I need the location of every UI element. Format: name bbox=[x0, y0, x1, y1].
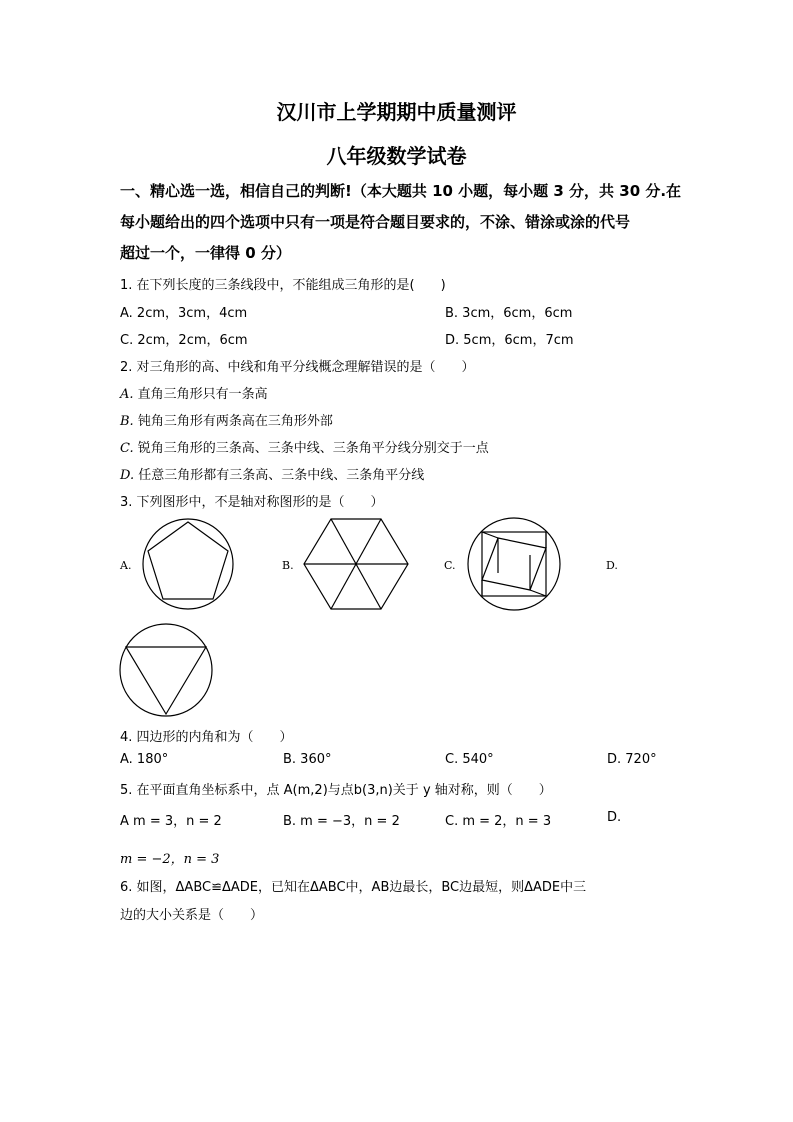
question-5-stem: 5. 在平面直角坐标系中，点 A(m,2)与点b(3,n)关于 y 轴对称，则（ ） bbox=[120, 783, 552, 798]
option-letter: A. bbox=[120, 387, 134, 402]
question-2-option-a bbox=[120, 383, 268, 402]
question-4-option-b: B. 360° bbox=[283, 752, 332, 767]
pinwheel-line bbox=[482, 532, 498, 538]
question-1-option-d: D. 5cm，6cm，7cm bbox=[445, 333, 574, 348]
section-heading-line1: 一、精心选一选，相信自己的判断!（本大题共 10 小题，每小题 3 分，共 30 分.在 bbox=[120, 182, 682, 200]
option-text: 钝角三角形有两条高在三角形外部 bbox=[137, 414, 333, 429]
option-text: 锐角三角形的三条高、三条中线、三条角平分线分别交于一点 bbox=[137, 441, 489, 456]
question-3-stem: 3. 下列图形中，不是轴对称图形的是（ ） bbox=[120, 495, 384, 510]
question-5-option-c: C. m = 2，n = 3 bbox=[445, 814, 552, 829]
question-2-option-c bbox=[120, 437, 489, 456]
question-2-stem: 2. 对三角形的高、中线和角平分线概念理解错误的是（ ） bbox=[120, 360, 475, 375]
question-6-stem-line2: 边的大小关系是（ ） bbox=[120, 908, 264, 923]
pinwheel-line bbox=[530, 590, 546, 596]
option-letter: B. bbox=[120, 414, 134, 429]
question-2-option-b bbox=[120, 410, 333, 429]
question-4-option-d: D. 720° bbox=[607, 752, 657, 767]
section-heading-line2: 每小题给出的四个选项中只有一项是符合题目要求的，不涂、错涂或涂的代号 bbox=[120, 213, 631, 231]
option-letter: C. bbox=[120, 441, 134, 456]
question-1-stem: 1. 在下列长度的三条线段中，不能组成三角形的是( ) bbox=[120, 278, 446, 293]
question-4-option-c: C. 540° bbox=[445, 752, 494, 767]
option-text: 任意三角形都有三条高、三条中线、三条角平分线 bbox=[138, 468, 425, 483]
figure-a-pentagon-in-circle bbox=[140, 518, 236, 610]
figure-d-triangle-in-circle bbox=[118, 623, 214, 717]
question-6-stem-line1: 6. 如图，ΔABC≌ΔADE，已知在ΔABC中，AB边最长，BC边最短，则ΔADE中三 bbox=[120, 880, 587, 895]
question-5-option-a: A m = 3，n = 2 bbox=[120, 814, 222, 829]
figure-a-label: A. bbox=[120, 559, 132, 572]
option-letter: D. bbox=[120, 468, 135, 483]
section-heading-line3: 超过一个，一律得 0 分） bbox=[120, 244, 291, 262]
question-4-option-a: A. 180° bbox=[120, 752, 169, 767]
triangle-shape bbox=[126, 647, 206, 714]
figure-d-label: D. bbox=[606, 559, 618, 572]
inner-square bbox=[482, 538, 546, 590]
question-1-option-a: A. 2cm，3cm，4cm bbox=[120, 306, 248, 321]
figure-b-label: B. bbox=[282, 559, 294, 572]
question-5-option-d-text: m = −2，n = 3 bbox=[120, 852, 220, 867]
question-1-option-c: C. 2cm，2cm，6cm bbox=[120, 333, 248, 348]
question-5-option-b: B. m = −3，n = 2 bbox=[283, 814, 400, 829]
question-5-option-d: D. bbox=[607, 810, 622, 825]
pentagon-shape bbox=[148, 522, 228, 599]
question-2-option-d bbox=[120, 464, 424, 483]
figure-c-pinwheel-in-circle bbox=[466, 517, 562, 611]
option-text: 直角三角形只有一条高 bbox=[137, 387, 268, 402]
question-4-stem: 4. 四边形的内角和为（ ） bbox=[120, 730, 293, 745]
figure-b-hexagon bbox=[302, 517, 410, 611]
exam-title: 汉川市上学期期中质量测评 bbox=[276, 100, 517, 124]
circle-shape bbox=[120, 624, 212, 716]
question-1-option-b: B. 3cm，6cm，6cm bbox=[445, 306, 573, 321]
exam-subtitle: 八年级数学试卷 bbox=[326, 144, 467, 168]
figure-c-label: C. bbox=[444, 559, 456, 572]
circle-shape bbox=[143, 519, 233, 609]
